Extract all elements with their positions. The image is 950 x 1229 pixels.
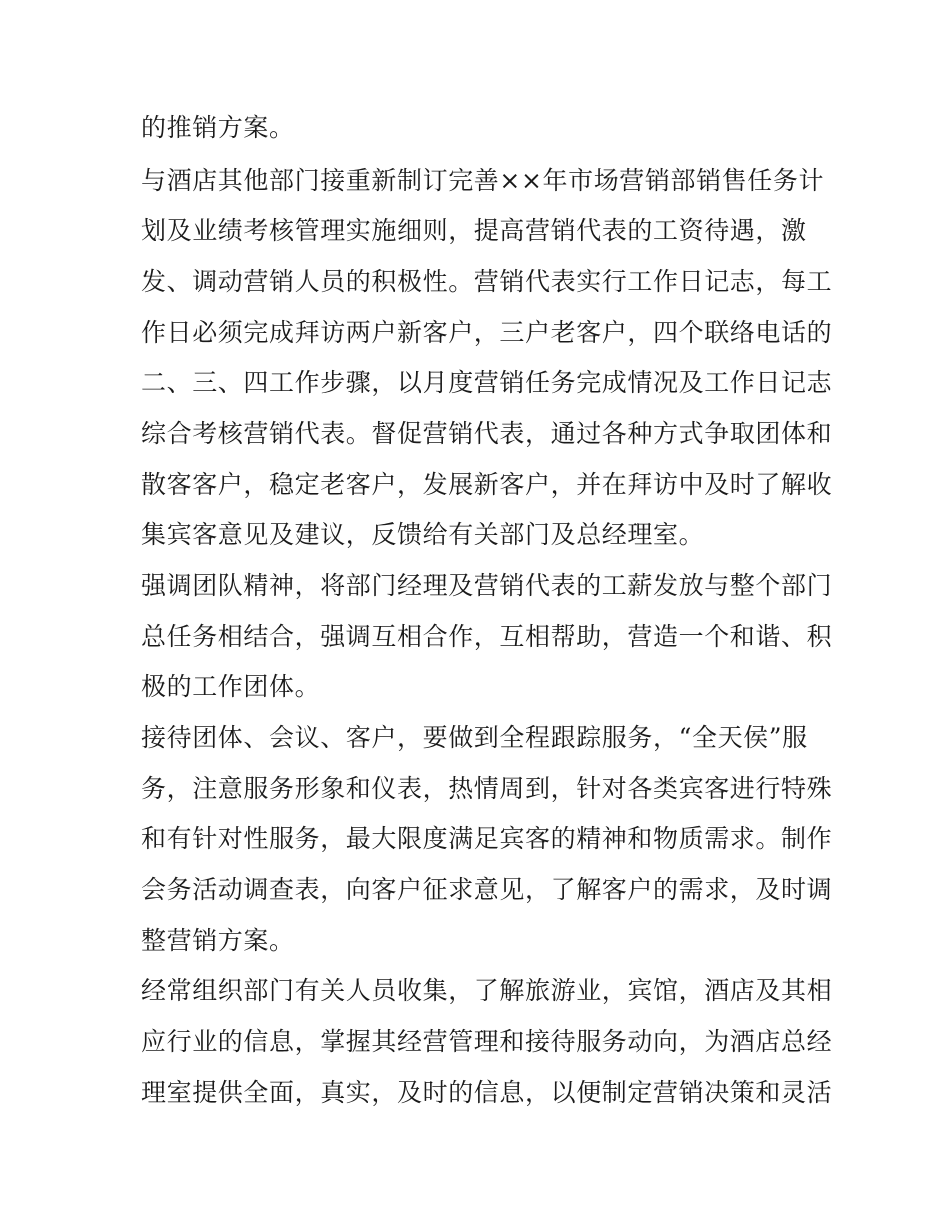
- text-line: 二、三、四工作步骤，以月度营销任务完成情况及工作日记志: [141, 368, 833, 397]
- text-line: 作日必须完成拜访两户新客户，三户老客户，四个联络电话的: [141, 318, 833, 347]
- text-line: 强调团队精神，将部门经理及营销代表的工薪发放与整个部门: [141, 571, 833, 600]
- text-line: 综合考核营销代表。督促营销代表，通过各种方式争取团体和: [141, 419, 833, 448]
- text-line: 会务活动调查表，向客户征求意见，了解客户的需求，及时调: [141, 875, 833, 904]
- text-line: 和有针对性服务，最大限度满足宾客的精神和物质需求。制作: [141, 824, 833, 853]
- text-line: 散客客户，稳定老客户，发展新客户，并在拜访中及时了解收: [141, 470, 833, 499]
- text-line: 极的工作团体。: [141, 672, 321, 701]
- text-line: 整营销方案。: [141, 926, 295, 955]
- text-line: 集宾客意见及建议，反馈给有关部门及总经理室。: [141, 520, 705, 549]
- text-line: 理室提供全面，真实，及时的信息，以便制定营销决策和灵活: [141, 1078, 833, 1107]
- text-line: 接待团体、会议、客户，要做到全程跟踪服务，“全天侯”服: [141, 723, 808, 752]
- text-line: 的推销方案。: [141, 113, 295, 142]
- text-line: 应行业的信息，掌握其经营管理和接待服务动向，为酒店总经: [141, 1027, 833, 1056]
- text-line: 划及业绩考核管理实施细则，提高营销代表的工资待遇，激: [141, 216, 807, 245]
- text-line: 与酒店其他部门接重新制订完善××年市场营销部销售任务计: [141, 166, 825, 195]
- text-line: 发、调动营销人员的积极性。营销代表实行工作日记志，每工: [141, 267, 833, 296]
- text-line: 务，注意服务形象和仪表，热情周到，针对各类宾客进行特殊: [141, 774, 833, 803]
- text-line: 经常组织部门有关人员收集，了解旅游业，宾馆，酒店及其相: [141, 976, 833, 1005]
- text-line: 总任务相结合，强调互相合作，互相帮助，营造一个和谐、积: [141, 622, 833, 651]
